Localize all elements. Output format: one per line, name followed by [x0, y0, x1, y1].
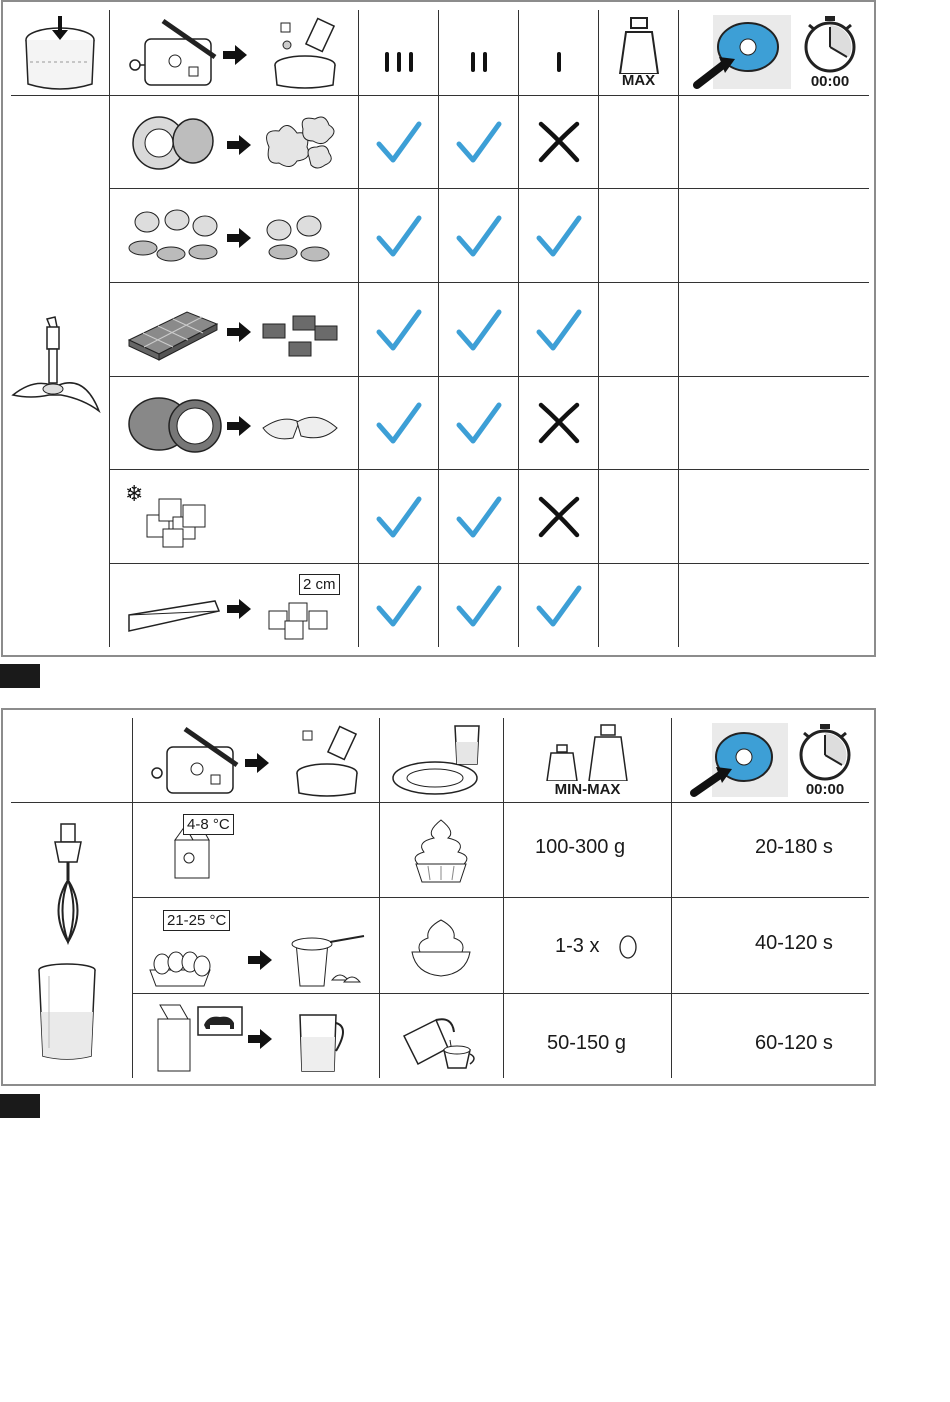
- amount-value: 100-300 g: [535, 836, 626, 858]
- whipped-cream-icon: [381, 806, 501, 896]
- col-divider: [503, 718, 504, 1078]
- col-divider: [671, 718, 672, 1078]
- check-icon: [359, 470, 438, 563]
- check-icon: [439, 377, 518, 469]
- weight-min-max-label: MIN-MAX: [554, 780, 621, 798]
- col-divider: [132, 718, 133, 1078]
- whisk-table: [1, 708, 876, 1086]
- col-divider: [379, 718, 380, 1078]
- milk-to-jug-icon: [135, 998, 375, 1078]
- egg-icon: [617, 932, 639, 960]
- timer-label: 00:00: [810, 72, 850, 90]
- check-icon: [439, 470, 518, 563]
- check-icon: [439, 564, 518, 647]
- walnuts-icon: [113, 98, 353, 186]
- col-divider: [598, 10, 599, 647]
- time-value: 60-120 s: [755, 1032, 833, 1054]
- weight-max-icon: [599, 10, 678, 94]
- temperature-tag: 4-8 °C: [183, 814, 234, 835]
- figure-marker: [0, 664, 40, 688]
- time-value: 40-120 s: [755, 932, 833, 954]
- amount-value: 50-150 g: [547, 1032, 626, 1054]
- svg-text:❄: ❄: [125, 482, 144, 507]
- figure-marker: [0, 1094, 40, 1118]
- turbo-timer-header: [681, 10, 871, 94]
- turbo-button-icon: [688, 721, 788, 799]
- eggs-to-separator-icon: [135, 928, 375, 992]
- speed-2-label: [439, 10, 518, 94]
- speed-1-label: [519, 10, 598, 94]
- check-icon: [519, 189, 598, 282]
- cross-icon: [519, 96, 598, 188]
- check-icon: [439, 189, 518, 282]
- check-icon: [519, 564, 598, 647]
- egg-foam-bowl-icon: [381, 902, 501, 992]
- chopper-blade-icon: [9, 312, 105, 422]
- turbo-button-icon: [693, 13, 793, 91]
- turbo-timer-header: [673, 718, 869, 802]
- amount-value: 1-3 x: [555, 935, 600, 957]
- pouring-milk-icon: [381, 998, 501, 1078]
- timer-icon: [796, 723, 854, 798]
- col-divider: [678, 10, 679, 647]
- check-icon: [359, 189, 438, 282]
- check-icon: [519, 283, 598, 376]
- size-tag: 2 cm: [299, 574, 340, 595]
- time-value: 20-180 s: [755, 836, 833, 858]
- chopper-lid-icon: [17, 10, 103, 94]
- check-icon: [359, 96, 438, 188]
- weight-min-max-icon: [505, 718, 670, 802]
- check-icon: [359, 377, 438, 469]
- coconut-icon: [113, 378, 353, 467]
- check-icon: [359, 564, 438, 647]
- beaker-icon: [29, 960, 105, 1064]
- cutting-board-to-bowl-icon: [135, 718, 375, 802]
- hazelnuts-almonds-icon: [113, 190, 353, 280]
- chocolate-icon: [113, 284, 353, 374]
- header-divider: [11, 802, 869, 803]
- speed-3-label: [359, 10, 438, 94]
- timer-label: 00:00: [805, 780, 845, 798]
- plate-glass-icon: [381, 718, 501, 802]
- timer-icon: [801, 15, 859, 90]
- check-icon: [439, 96, 518, 188]
- weight-max-label: MAX: [621, 71, 656, 89]
- check-icon: [359, 283, 438, 376]
- ice-cubes-icon: [113, 471, 363, 561]
- temperature-tag: 21-25 °C: [163, 910, 230, 931]
- row-divider: [132, 897, 869, 898]
- chopper-table: [1, 0, 876, 657]
- whisk-icon: [33, 818, 103, 948]
- col-divider: [109, 10, 110, 647]
- cross-icon: [519, 470, 598, 563]
- row-divider: [132, 993, 869, 994]
- cross-icon: [519, 377, 598, 469]
- check-icon: [439, 283, 518, 376]
- cutting-board-to-bowl-icon: [113, 10, 353, 94]
